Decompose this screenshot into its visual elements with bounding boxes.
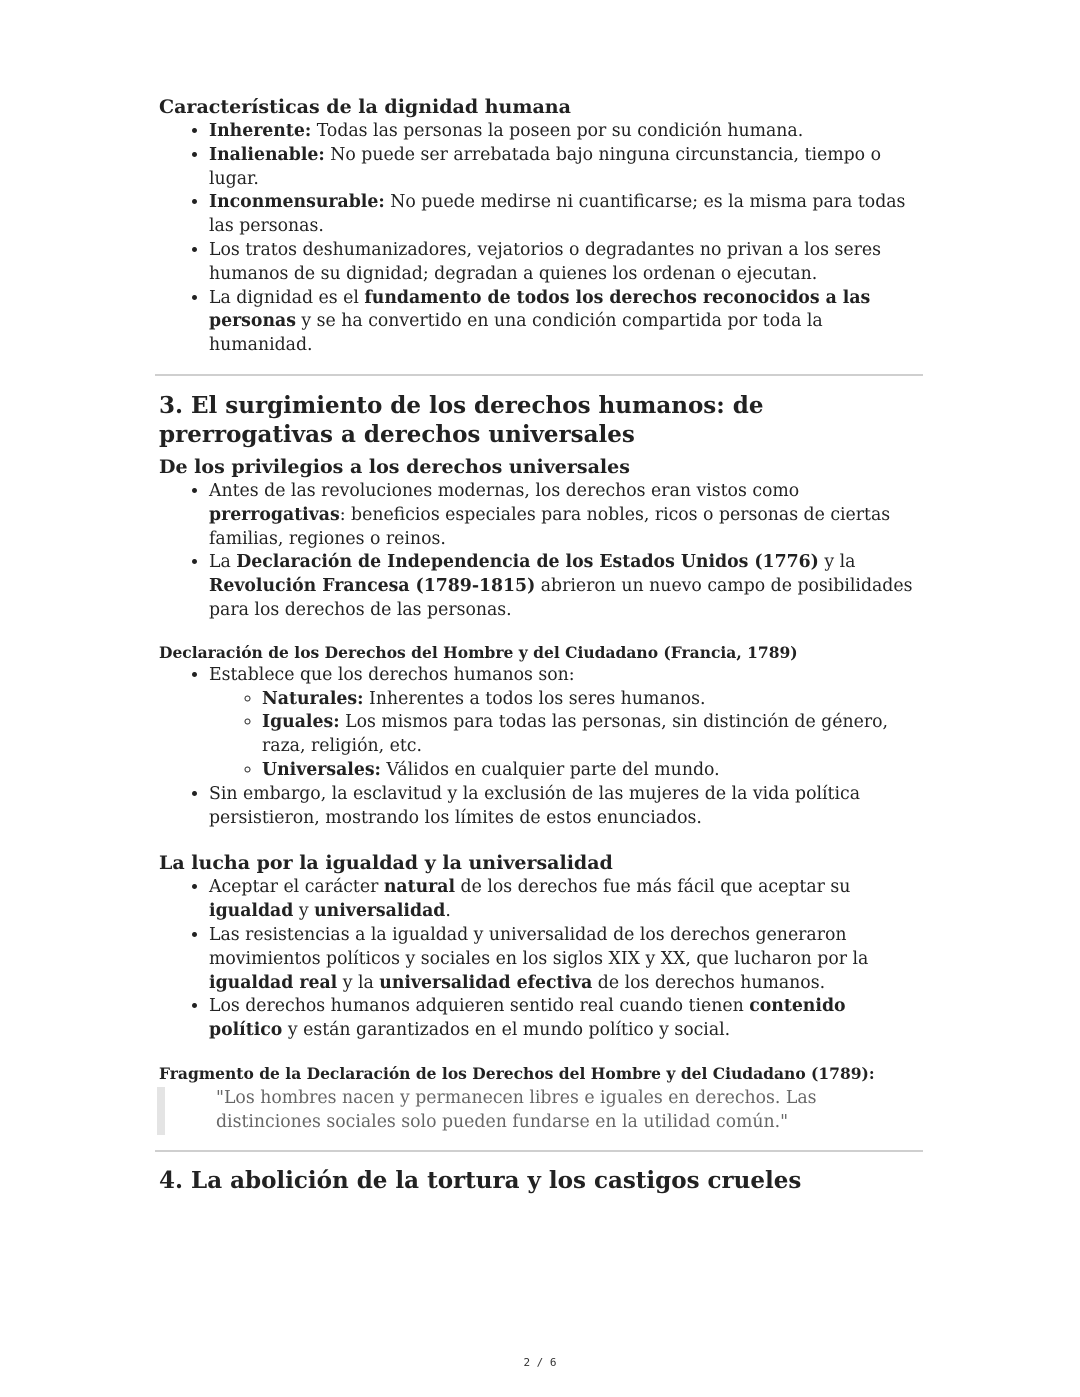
dignity-heading: Características de la dignidad humana (159, 96, 571, 118)
page-number: 2 / 6 (523, 1356, 557, 1369)
list-item: • Inconmensurable: No puede medirse ni cuantificarse; es la misma para todas las personas. (209, 191, 923, 239)
rights-sublist (209, 688, 923, 783)
declaration-quote: "Los hombres nacen y permanecen libres e iguales en derechos. Las distinciones sociales solo pueden fundarse en la utilidad común." (157, 1087, 923, 1135)
section3-title: 3. El surgimiento de los derechos humanos: de prerrogativas a derechos universales (159, 391, 764, 448)
list-item: • Los tratos deshumanizadores, vejatorios o degradantes no privan a los seres humanos de su dignidad; degradan a quienes los ordenan o ejecutan. (209, 239, 923, 287)
struggle-list (159, 876, 923, 1043)
dignity-list (159, 120, 923, 358)
list-item: • Inherente: Todas las personas la poseen por su condición humana. (209, 120, 923, 144)
privileges-heading: De los privilegios a los derechos universales (159, 455, 630, 478)
section4-title: 4. La abolición de la tortura y los castigos crueles (159, 1166, 802, 1194)
section-divider (155, 374, 923, 376)
section-divider (155, 1150, 923, 1152)
list-item: ◦ Universales: Válidos en cualquier parte del mundo. (262, 759, 923, 783)
declaration-heading: Declaración de los Derechos del Hombre y del Ciudadano (Francia, 1789) (159, 642, 798, 662)
list-item: • Aceptar el carácter natural de los derechos fue más fácil que aceptar su igualdad y universalidad. (209, 876, 923, 924)
declaration-list (159, 664, 923, 831)
list-item: • Los derechos humanos adquieren sentido real cuando tienen contenido político y están garantizados en el mundo político y social. (209, 995, 923, 1043)
privileges-list (159, 480, 923, 623)
list-item: • Establece que los derechos humanos son: ◦ Naturales: Inherentes a todos los seres humanos. ◦ Iguales: Los mismos para todas las personas, sin distinción de género, raza, religión, etc. ◦ Universales: Válidos en cualquier parte del mundo. (209, 664, 923, 783)
list-item: • La dignidad es el fundamento de todos los derechos reconocidos a las personas y se ha convertido en una condición compartida por toda la humanidad. (209, 287, 923, 358)
list-item: • Las resistencias a la igualdad y universalidad de los derechos generaron movimientos políticos y sociales en los siglos XIX y XX, que lucharon por la igualdad real y la universalidad efectiva de los derechos humanos. (209, 924, 923, 995)
list-item: • Inalienable: No puede ser arrebatada bajo ninguna circunstancia, tiempo o lugar. (209, 144, 923, 192)
list-item: • Sin embargo, la esclavitud y la exclusión de las mujeres de la vida política persistieron, mostrando los límites de estos enunciados. (209, 783, 923, 831)
list-item: • La Declaración de Independencia de los Estados Unidos (1776) y la Revolución Francesa (1789-1815) abrieron un nuevo campo de posibilidades para los derechos de las personas. (209, 551, 923, 622)
fragment-heading: Fragmento de la Declaración de los Derechos del Hombre y del Ciudadano (1789): (159, 1063, 875, 1083)
document-page (159, 94, 923, 1195)
list-item: • Antes de las revoluciones modernas, los derechos eran vistos como prerrogativas: beneficios especiales para nobles, ricos o personas de ciertas familias, regiones o reinos. (209, 480, 923, 551)
list-item: ◦ Naturales: Inherentes a todos los seres humanos. (262, 688, 923, 712)
struggle-heading: La lucha por la igualdad y la universalidad (159, 852, 613, 875)
list-item: ◦ Iguales: Los mismos para todas las personas, sin distinción de género, raza, religión, etc. (262, 711, 923, 759)
